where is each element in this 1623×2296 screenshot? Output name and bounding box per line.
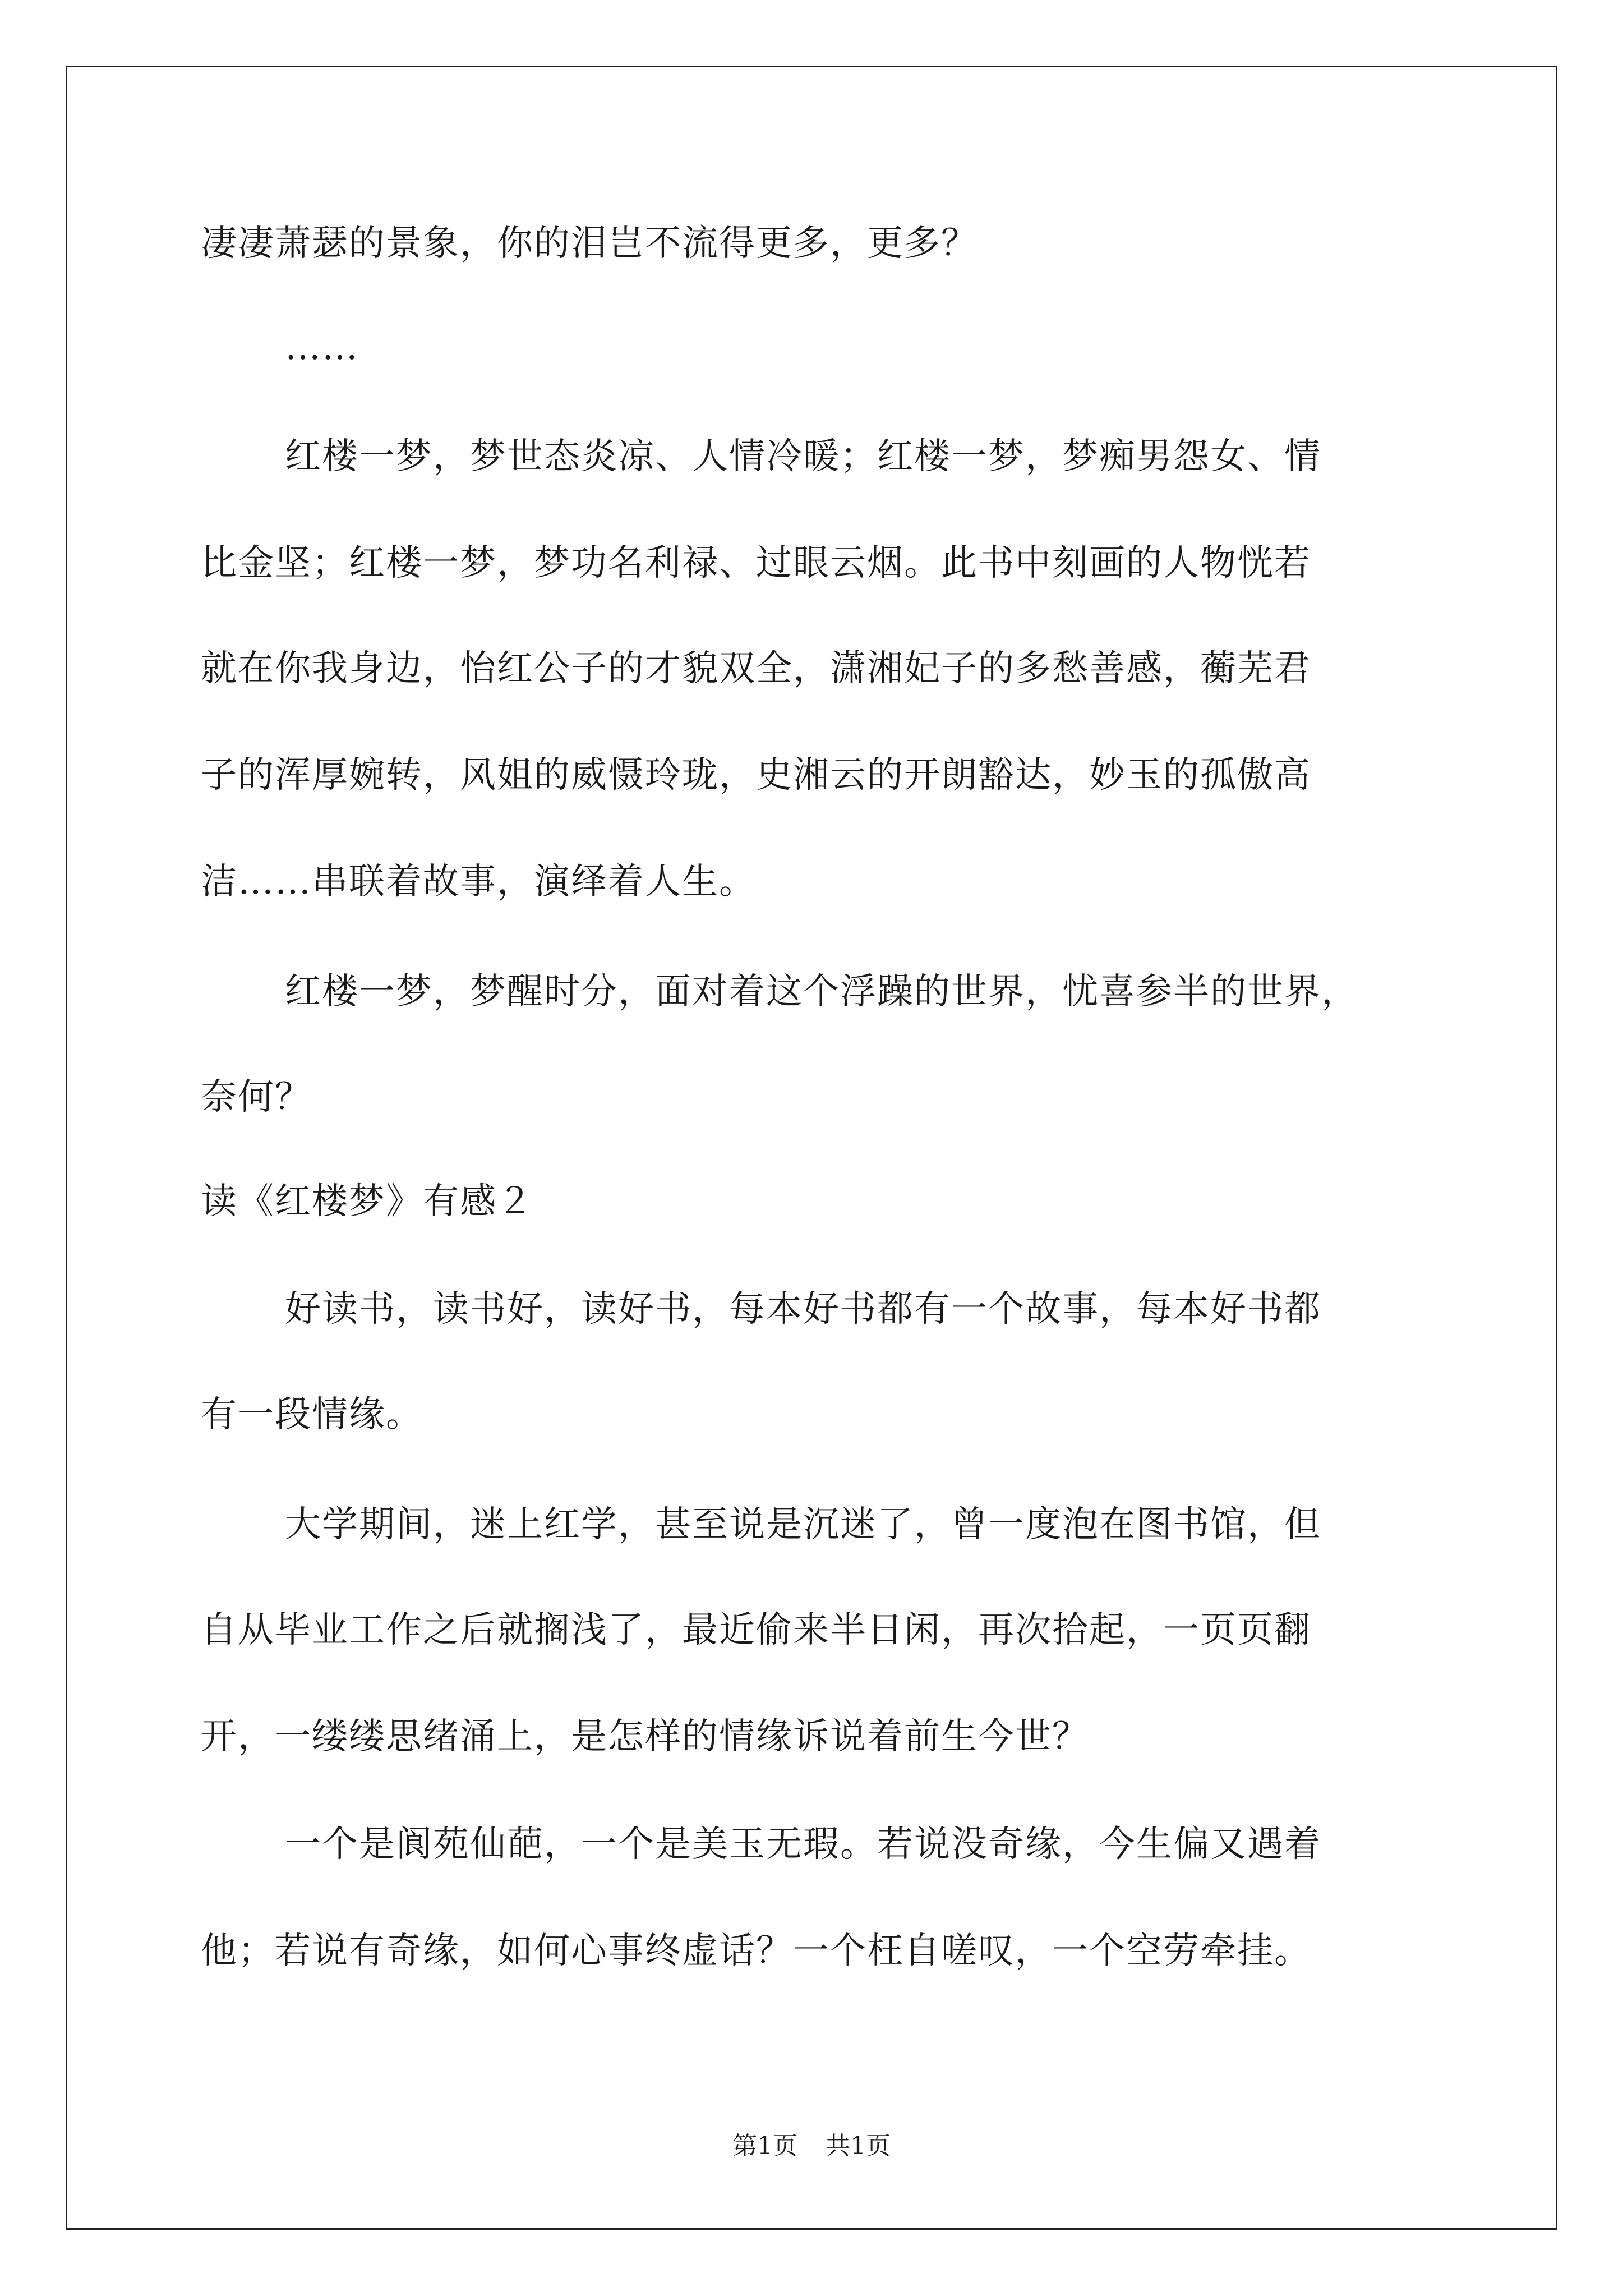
text-line: 洁……串联着故事，演绎着人生。	[201, 861, 756, 903]
paragraph-start: 红楼一梦，梦醒时分，面对着这个浮躁的世界，忧喜参半的世界，	[285, 971, 1358, 1013]
text-line: 自从毕业工作之后就搁浅了，最近偷来半日闲，再次拾起，一页页翻	[201, 1609, 1311, 1651]
text-line: 凄凄萧瑟的景象，你的泪岂不流得更多，更多？	[201, 223, 978, 264]
text-line: 有一段情缘。	[201, 1394, 423, 1435]
paragraph-start: 好读书，读书好，读好书，每本好书都有一个故事，每本好书都	[285, 1289, 1321, 1330]
text-line: 子的浑厚婉转，风姐的威慑玲珑，史湘云的开朗豁达，妙玉的孤傲高	[201, 754, 1311, 796]
ellipsis-line: ……	[285, 326, 359, 368]
text-line: 就在你我身边，怡红公子的才貌双全，潇湘妃子的多愁善感，蘅芜君	[201, 648, 1311, 689]
paragraph-start: 红楼一梦，梦世态炎凉、人情冷暖；红楼一梦，梦痴男怨女、情	[285, 436, 1321, 477]
page-border	[66, 66, 1557, 2230]
text-line: 奈何？	[201, 1076, 312, 1118]
page-number-current: 第1页	[732, 2132, 797, 2160]
text-line: 开，一缕缕思绪涌上，是怎样的情缘诉说着前生今世？	[201, 1716, 1089, 1757]
page-footer	[0, 2134, 1623, 2159]
paragraph-start: 一个是阆苑仙葩，一个是美玉无瑕。若说没奇缘，今生偏又遇着	[285, 1824, 1321, 1865]
paragraph-start: 大学期间，迷上红学，甚至说是沉迷了，曾一度泡在图书馆，但	[285, 1504, 1321, 1545]
text-line: 他；若说有奇缘，如何心事终虚话？一个枉自嗟叹，一个空劳牵挂。	[201, 1930, 1311, 1972]
text-line: 比金坚；红楼一梦，梦功名利禄、过眼云烟。此书中刻画的人物恍若	[201, 542, 1311, 584]
section-heading: 读《红楼梦》有感２	[201, 1181, 534, 1222]
page-number-total: 共1页	[826, 2132, 891, 2160]
